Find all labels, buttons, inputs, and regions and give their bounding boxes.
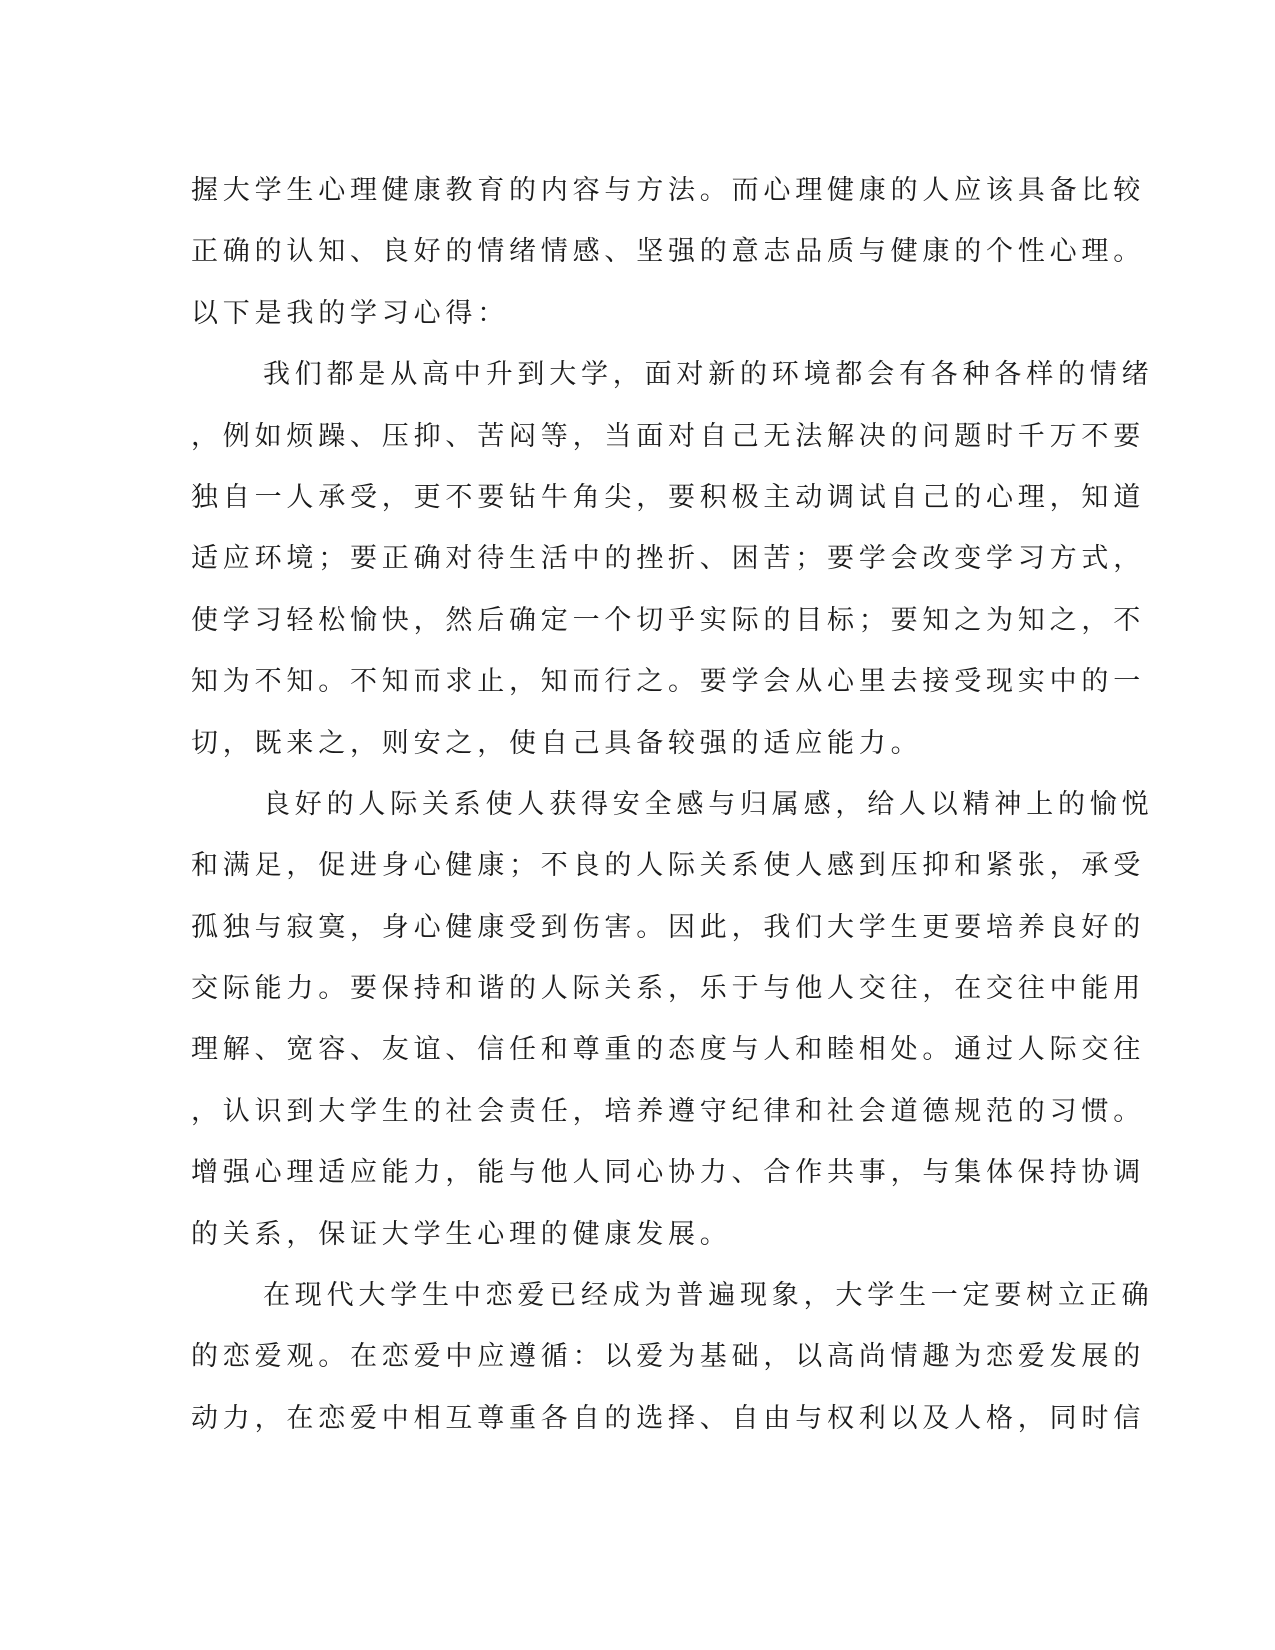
text-line: 独自一人承受，更不要钻牛角尖，要积极主动调试自己的心理，知道 (191, 481, 1145, 513)
text-line: 理解、宽容、友谊、信任和尊重的态度与人和睦相处。通过人际交往 (191, 1034, 1145, 1066)
paragraph-first-line: 在现代大学生中恋爱已经成为普遍现象，大学生一定要树立正确 (263, 1280, 1154, 1312)
text-line: 正确的认知、良好的情绪情感、坚强的意志品质与健康的个性心理。 (191, 236, 1145, 268)
text-line: 和满足，促进身心健康；不良的人际关系使人感到压抑和紧张，承受 (191, 850, 1145, 882)
text-line: 握大学生心理健康教育的内容与方法。而心理健康的人应该具备比较 (191, 175, 1145, 206)
text-line: 动力，在恋爱中相互尊重各自的选择、自由与权利以及人格，同时信 (191, 1402, 1145, 1434)
text-line: 切，既来之，则安之，使自己具备较强的适应能力。 (191, 727, 923, 759)
text-line: 以下是我的学习心得： (191, 297, 509, 329)
text-line: 使学习轻松愉快，然后确定一个切乎实际的目标；要知之为知之，不 (191, 604, 1145, 636)
paragraph-first-line: 我们都是从高中升到大学，面对新的环境都会有各种各样的情绪 (263, 359, 1154, 391)
text-line: 孤独与寂寞，身心健康受到伤害。因此，我们大学生更要培养良好的 (191, 911, 1145, 943)
text-line: 知为不知。不知而求止，知而行之。要学会从心里去接受现实中的一 (191, 666, 1145, 698)
paragraph-first-line: 良好的人际关系使人获得安全感与归属感，给人以精神上的愉悦 (263, 788, 1154, 820)
text-line: 的关系，保证大学生心理的健康发展。 (191, 1218, 732, 1250)
text-line: 增强心理适应能力，能与他人同心协力、合作共事，与集体保持协调 (191, 1157, 1145, 1189)
text-line: 适应环境；要正确对待生活中的挫折、困苦；要学会改变学习方式， (191, 543, 1145, 575)
document-body (191, 160, 1154, 1449)
text-line: 交际能力。要保持和谐的人际关系，乐于与他人交往，在交往中能用 (191, 973, 1145, 1005)
text-line: ，认识到大学生的社会责任，培养遵守纪律和社会道德规范的习惯。 (191, 1095, 1145, 1127)
text-line: ，例如烦躁、压抑、苦闷等，当面对自己无法解决的问题时千万不要 (191, 420, 1145, 452)
text-line: 的恋爱观。在恋爱中应遵循：以爱为基础，以高尚情趣为恋爱发展的 (191, 1341, 1145, 1373)
